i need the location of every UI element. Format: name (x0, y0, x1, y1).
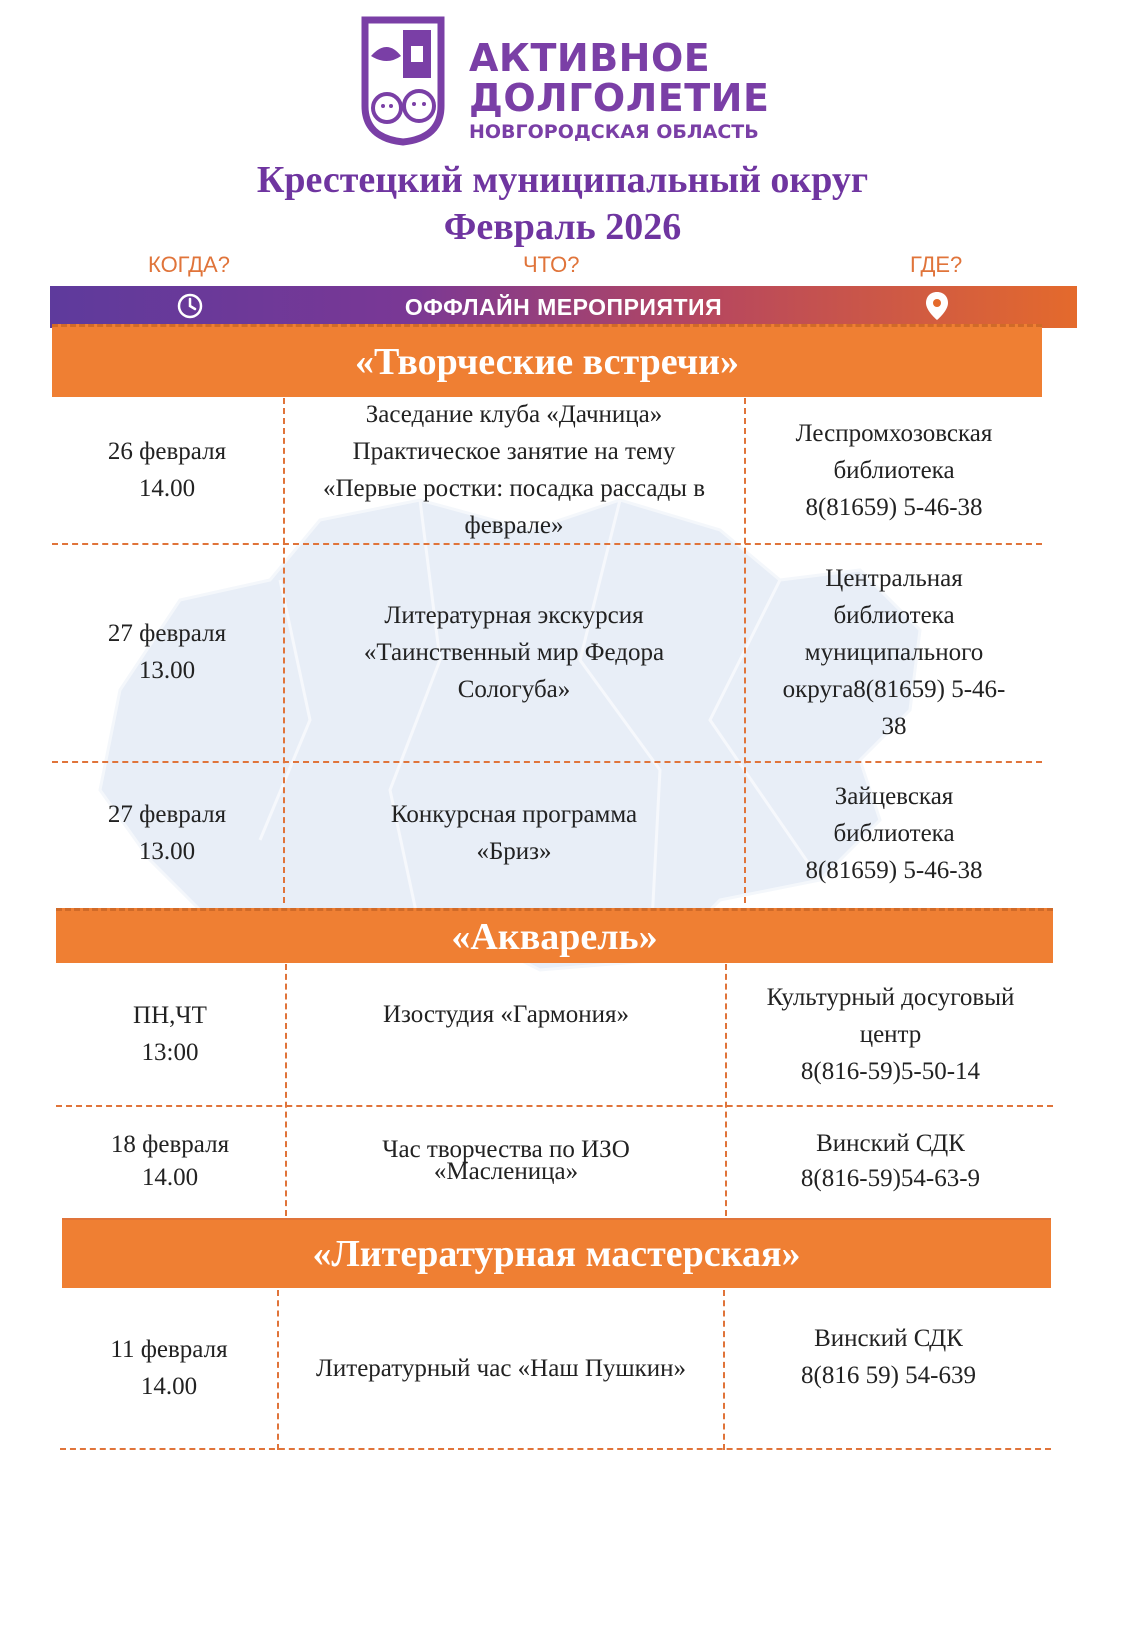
event-title: Заседание клуба «Дачница» Практическое занятие на тему «Первые ростки: посадка рассады в феврале» (322, 401, 706, 539)
what-label: ЧТО? (523, 252, 580, 277)
row-divider (60, 1448, 1051, 1450)
event-date: 26 февраля 14.00 (107, 438, 227, 502)
event-location: Зайцевская библиотека 8(81659) 5-46-38 (805, 782, 983, 884)
column-divider (285, 964, 287, 1216)
event-date: 11 февраля 14.00 (110, 1336, 228, 1400)
event-title: Изостудия «Гармония» (383, 1000, 629, 1028)
event-location: Винский СДК 8(816-59)54-63-9 (800, 1130, 981, 1192)
event-title: Литературная экскурсия «Таинственный мир Федора Сологуба» (363, 601, 665, 703)
event-date: 27 февраля 13.00 (107, 801, 227, 865)
page-subtitle: Февраль 2026 (443, 206, 682, 248)
event-title: Литературный час «Наш Пушкин» (315, 1354, 687, 1382)
row-divider (56, 1105, 1053, 1107)
column-divider (725, 964, 727, 1216)
section-header: «Литературная мастерская» (62, 1218, 1051, 1288)
event-title: Конкурсная программа «Бриз» (390, 801, 638, 865)
where-label: ГДЕ? (910, 252, 963, 277)
active-longevity-emblem-icon (357, 16, 449, 146)
section-header: «Творческие встречи» (52, 324, 1042, 397)
column-divider (744, 398, 746, 903)
logo-line-2: ДОЛГОЛЕТИЕ (469, 76, 770, 120)
event-title: Час творчества по ИЗО «Масленица» (382, 1136, 630, 1185)
column-divider (723, 1290, 725, 1450)
event-location: Леспромхозовская библиотека 8(81659) 5-46-38 (795, 419, 993, 521)
event-location: Винский СДК 8(816 59) 54-639 (801, 1325, 976, 1389)
logo-line-3: НОВГОРОДСКАЯ ОБЛАСТЬ (469, 121, 759, 143)
logo-line-1: АКТИВНОЕ (469, 36, 711, 80)
offline-events-bar (50, 286, 1077, 328)
event-date: 27 февраля 13.00 (107, 620, 227, 684)
logo (357, 16, 777, 148)
page-title: Крестецкий муниципальный округ (256, 159, 869, 201)
bar-label: ОФФЛАЙН МЕРОПРИЯТИЯ (404, 294, 723, 320)
location-pin-icon (925, 291, 949, 321)
event-date: 18 февраля 14.00 (110, 1131, 230, 1191)
column-divider (283, 398, 285, 903)
when-label: КОГДА? (148, 252, 230, 277)
event-location: Центральная библиотека муниципального округа8(81659) 5-46- 38 (782, 564, 1006, 740)
event-date: ПН,ЧТ 13:00 (133, 1002, 207, 1066)
event-location: Культурный досуговый центр 8(816-59)5-50-14 (766, 983, 1015, 1085)
section-header: «Акварель» (56, 908, 1053, 963)
column-divider (277, 1290, 279, 1450)
